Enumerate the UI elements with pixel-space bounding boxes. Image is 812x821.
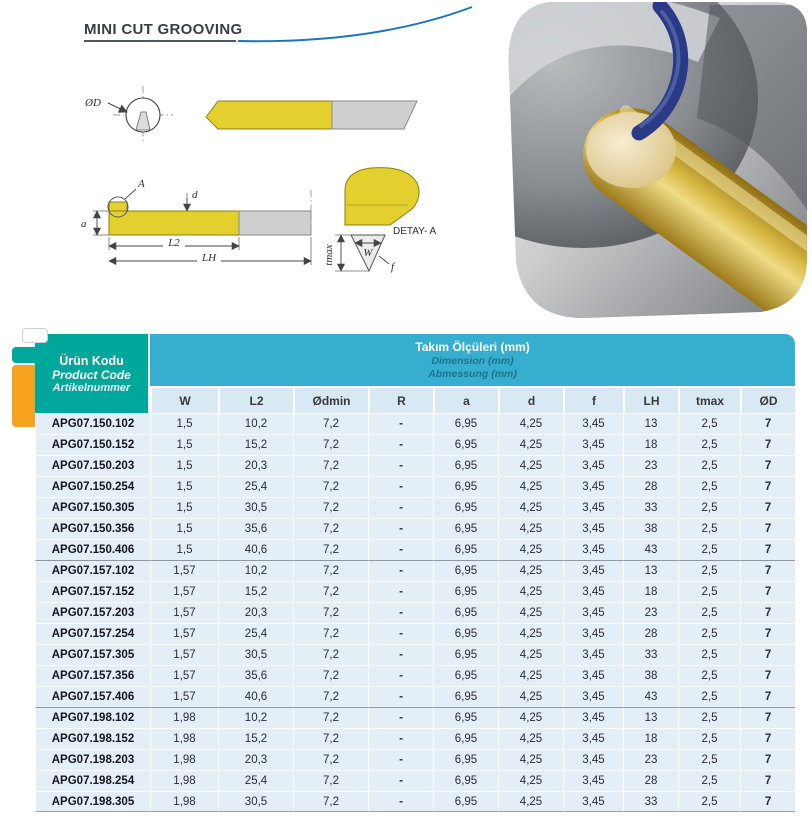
cell-tmax: 2,5 <box>678 686 740 707</box>
cell-a: 6,95 <box>433 455 498 476</box>
side-view-dimensioned <box>81 178 311 265</box>
cell-l2: 20,3 <box>218 602 293 623</box>
cell-w: 1,98 <box>150 791 218 812</box>
cell-d: 7 <box>740 581 795 602</box>
cell-l2: 30,5 <box>218 791 293 812</box>
cell-tmax: 2,5 <box>678 749 740 770</box>
cell-tmax: 2,5 <box>678 707 740 728</box>
cell-lh: 23 <box>623 749 678 770</box>
cell-a: 6,95 <box>433 749 498 770</box>
table-row <box>35 791 795 812</box>
cell-r: - <box>368 728 433 749</box>
cell-d: 7 <box>740 539 795 560</box>
cell-d: 4,25 <box>498 539 563 560</box>
cell-a: 6,95 <box>433 791 498 812</box>
product-code-cell: APG07.150.254 <box>35 476 150 497</box>
product-code-cell: APG07.150.152 <box>35 434 150 455</box>
tool-3d-render <box>455 0 812 330</box>
code-header-de: Artikelnummer <box>52 381 131 394</box>
column-header-d: ØD <box>740 386 795 413</box>
cell-tmax: 2,5 <box>678 791 740 812</box>
cell-dmin: 7,2 <box>293 581 368 602</box>
cell-r: - <box>368 665 433 686</box>
detail-view-a <box>323 168 436 273</box>
cell-l2: 30,5 <box>218 497 293 518</box>
dimension-table-wrap <box>35 334 795 812</box>
cell-dmin: 7,2 <box>293 434 368 455</box>
table-row <box>35 518 795 539</box>
cell-w: 1,98 <box>150 707 218 728</box>
side-view-top <box>206 101 417 129</box>
cell-lh: 33 <box>623 644 678 665</box>
cell-lh: 18 <box>623 581 678 602</box>
cell-f: 3,45 <box>563 602 623 623</box>
cell-r: - <box>368 644 433 665</box>
cell-tmax: 2,5 <box>678 434 740 455</box>
cell-lh: 13 <box>623 560 678 581</box>
cell-d: 7 <box>740 476 795 497</box>
product-code-cell: APG07.150.203 <box>35 455 150 476</box>
cell-r: - <box>368 539 433 560</box>
dim-w-label: W <box>363 247 373 259</box>
column-header-r: R <box>368 386 433 413</box>
cell-f: 3,45 <box>563 497 623 518</box>
cell-w: 1,5 <box>150 539 218 560</box>
product-code-cell: APG07.198.254 <box>35 770 150 791</box>
cell-w: 1,57 <box>150 602 218 623</box>
cell-l2: 10,2 <box>218 707 293 728</box>
cell-w: 1,57 <box>150 665 218 686</box>
code-header-en: Product Code <box>52 367 131 382</box>
cell-r: - <box>368 476 433 497</box>
dim-tmax-label: tmax <box>323 244 335 266</box>
cell-f: 3,45 <box>563 413 623 434</box>
cell-dmin: 7,2 <box>293 770 368 791</box>
cell-w: 1,5 <box>150 518 218 539</box>
cell-d: 7 <box>740 644 795 665</box>
cell-a: 6,95 <box>433 623 498 644</box>
cell-lh: 28 <box>623 770 678 791</box>
cell-l2: 25,4 <box>218 623 293 644</box>
cell-d: 4,25 <box>498 686 563 707</box>
cell-a: 6,95 <box>433 518 498 539</box>
cell-f: 3,45 <box>563 476 623 497</box>
table-row <box>35 602 795 623</box>
cell-f: 3,45 <box>563 728 623 749</box>
dim-l2-label: L2 <box>168 237 180 249</box>
cell-r: - <box>368 707 433 728</box>
cell-d: 4,25 <box>498 434 563 455</box>
cell-tmax: 2,5 <box>678 602 740 623</box>
cell-w: 1,5 <box>150 476 218 497</box>
cell-lh: 33 <box>623 497 678 518</box>
cell-d: 4,25 <box>498 602 563 623</box>
column-header-dmin: Ødmin <box>293 386 368 413</box>
cell-l2: 40,6 <box>218 539 293 560</box>
cell-d: 7 <box>740 728 795 749</box>
cell-l2: 30,5 <box>218 644 293 665</box>
cell-f: 3,45 <box>563 581 623 602</box>
cell-r: - <box>368 686 433 707</box>
cell-tmax: 2,5 <box>678 581 740 602</box>
cell-d: 4,25 <box>498 728 563 749</box>
column-header-tmax: tmax <box>678 386 740 413</box>
cell-a: 6,95 <box>433 728 498 749</box>
cell-tmax: 2,5 <box>678 644 740 665</box>
table-body <box>35 413 795 812</box>
dim-header-en: Dimension (mm) <box>431 354 514 367</box>
cell-w: 1,98 <box>150 770 218 791</box>
dim-header-tr: Takım Ölçüleri (mm) <box>415 339 530 354</box>
table-row <box>35 581 795 602</box>
cell-a: 6,95 <box>433 560 498 581</box>
product-code-cell: APG07.157.406 <box>35 686 150 707</box>
cell-lh: 43 <box>623 539 678 560</box>
cell-d: 4,25 <box>498 791 563 812</box>
cell-d: 4,25 <box>498 623 563 644</box>
table-row <box>35 728 795 749</box>
cell-f: 3,45 <box>563 644 623 665</box>
cell-w: 1,5 <box>150 413 218 434</box>
cell-tmax: 2,5 <box>678 623 740 644</box>
detail-view-label: DETAY- A <box>393 226 437 237</box>
cell-dmin: 7,2 <box>293 623 368 644</box>
cell-dmin: 7,2 <box>293 707 368 728</box>
cell-d: 4,25 <box>498 707 563 728</box>
cell-w: 1,57 <box>150 623 218 644</box>
index-tab-orange <box>12 365 36 427</box>
cell-r: - <box>368 434 433 455</box>
cell-w: 1,98 <box>150 728 218 749</box>
cell-lh: 18 <box>623 728 678 749</box>
cell-d: 7 <box>740 602 795 623</box>
cell-f: 3,45 <box>563 707 623 728</box>
cell-dmin: 7,2 <box>293 518 368 539</box>
cell-a: 6,95 <box>433 581 498 602</box>
cell-a: 6,95 <box>433 497 498 518</box>
dimension-table <box>35 334 795 812</box>
cell-l2: 25,4 <box>218 770 293 791</box>
cell-f: 3,45 <box>563 434 623 455</box>
cell-w: 1,5 <box>150 497 218 518</box>
code-header-tr: Ürün Kodu <box>59 353 124 368</box>
cell-w: 1,98 <box>150 749 218 770</box>
cell-f: 3,45 <box>563 560 623 581</box>
cell-w: 1,57 <box>150 644 218 665</box>
cell-tmax: 2,5 <box>678 770 740 791</box>
cell-l2: 40,6 <box>218 686 293 707</box>
front-view <box>84 86 173 144</box>
cell-d: 4,25 <box>498 749 563 770</box>
cell-f: 3,45 <box>563 623 623 644</box>
cell-d: 7 <box>740 686 795 707</box>
cell-r: - <box>368 560 433 581</box>
cell-lh: 38 <box>623 518 678 539</box>
cell-l2: 15,2 <box>218 728 293 749</box>
product-code-header <box>35 334 150 413</box>
cell-f: 3,45 <box>563 791 623 812</box>
product-code-cell: APG07.150.102 <box>35 413 150 434</box>
cell-d: 4,25 <box>498 560 563 581</box>
cell-a: 6,95 <box>433 644 498 665</box>
table-row <box>35 455 795 476</box>
cell-tmax: 2,5 <box>678 560 740 581</box>
cell-w: 1,5 <box>150 455 218 476</box>
cell-f: 3,45 <box>563 539 623 560</box>
table-row <box>35 539 795 560</box>
table-row <box>35 707 795 728</box>
column-header-lh: LH <box>623 386 678 413</box>
cell-lh: 43 <box>623 686 678 707</box>
cell-w: 1,57 <box>150 686 218 707</box>
table-row <box>35 497 795 518</box>
cell-l2: 10,2 <box>218 413 293 434</box>
cell-l2: 35,6 <box>218 518 293 539</box>
cell-l2: 20,3 <box>218 455 293 476</box>
cell-a: 6,95 <box>433 476 498 497</box>
product-code-cell: APG07.157.203 <box>35 602 150 623</box>
dim-lh-label: LH <box>201 252 217 264</box>
cell-lh: 13 <box>623 707 678 728</box>
index-tab-white <box>22 328 48 343</box>
cell-d: 7 <box>740 497 795 518</box>
cell-f: 3,45 <box>563 749 623 770</box>
cell-d: 4,25 <box>498 476 563 497</box>
column-header-f: f <box>563 386 623 413</box>
cell-dmin: 7,2 <box>293 791 368 812</box>
cell-tmax: 2,5 <box>678 476 740 497</box>
cell-a: 6,95 <box>433 770 498 791</box>
cell-r: - <box>368 413 433 434</box>
cell-d: 7 <box>740 707 795 728</box>
cell-d: 4,25 <box>498 497 563 518</box>
cell-f: 3,45 <box>563 665 623 686</box>
cell-d: 7 <box>740 455 795 476</box>
column-header-l2: L2 <box>218 386 293 413</box>
cell-d: 7 <box>740 518 795 539</box>
cell-r: - <box>368 749 433 770</box>
cell-l2: 35,6 <box>218 665 293 686</box>
cell-r: - <box>368 455 433 476</box>
column-header-a: a <box>433 386 498 413</box>
cell-r: - <box>368 623 433 644</box>
cell-lh: 13 <box>623 413 678 434</box>
cell-r: - <box>368 602 433 623</box>
cell-a: 6,95 <box>433 539 498 560</box>
cell-d: 4,25 <box>498 455 563 476</box>
cell-tmax: 2,5 <box>678 728 740 749</box>
cell-dmin: 7,2 <box>293 497 368 518</box>
cell-dmin: 7,2 <box>293 413 368 434</box>
table-row <box>35 434 795 455</box>
cell-dmin: 7,2 <box>293 602 368 623</box>
product-code-cell: APG07.150.406 <box>35 539 150 560</box>
cell-f: 3,45 <box>563 518 623 539</box>
cell-tmax: 2,5 <box>678 455 740 476</box>
cell-dmin: 7,2 <box>293 560 368 581</box>
cell-d: 4,25 <box>498 665 563 686</box>
product-code-cell: APG07.198.305 <box>35 791 150 812</box>
cell-d: 7 <box>740 434 795 455</box>
product-code-cell: APG07.157.254 <box>35 623 150 644</box>
table-row <box>35 560 795 581</box>
product-code-cell: APG07.157.152 <box>35 581 150 602</box>
cell-lh: 28 <box>623 476 678 497</box>
cell-d: 4,25 <box>498 413 563 434</box>
table-row <box>35 623 795 644</box>
product-code-cell: APG07.150.305 <box>35 497 150 518</box>
cell-d: 4,25 <box>498 581 563 602</box>
cell-lh: 23 <box>623 455 678 476</box>
cell-a: 6,95 <box>433 665 498 686</box>
cell-dmin: 7,2 <box>293 455 368 476</box>
cell-d: 4,25 <box>498 518 563 539</box>
cell-r: - <box>368 518 433 539</box>
product-code-cell: APG07.198.102 <box>35 707 150 728</box>
product-code-cell: APG07.150.356 <box>35 518 150 539</box>
dim-header-de: Abmessung (mm) <box>428 367 517 380</box>
column-header-w: W <box>150 386 218 413</box>
cell-dmin: 7,2 <box>293 728 368 749</box>
table-row <box>35 686 795 707</box>
table-row <box>35 476 795 497</box>
cell-a: 6,95 <box>433 707 498 728</box>
cell-lh: 33 <box>623 791 678 812</box>
cell-dmin: 7,2 <box>293 644 368 665</box>
column-header-row <box>35 386 795 413</box>
table-row <box>35 665 795 686</box>
cell-l2: 10,2 <box>218 560 293 581</box>
cell-d: 4,25 <box>498 770 563 791</box>
dimensions-header <box>150 334 795 386</box>
cell-dmin: 7,2 <box>293 749 368 770</box>
cell-l2: 25,4 <box>218 476 293 497</box>
cell-a: 6,95 <box>433 413 498 434</box>
od-label: ØD <box>85 97 101 109</box>
cell-lh: 38 <box>623 665 678 686</box>
cell-l2: 20,3 <box>218 749 293 770</box>
cell-r: - <box>368 497 433 518</box>
cell-a: 6,95 <box>433 434 498 455</box>
cell-r: - <box>368 770 433 791</box>
cell-d: 7 <box>740 560 795 581</box>
product-code-cell: APG07.157.305 <box>35 644 150 665</box>
cell-lh: 28 <box>623 623 678 644</box>
column-header-d: d <box>498 386 563 413</box>
cell-dmin: 7,2 <box>293 539 368 560</box>
product-code-cell: APG07.157.356 <box>35 665 150 686</box>
cell-l2: 15,2 <box>218 434 293 455</box>
table-row <box>35 644 795 665</box>
cell-d: 7 <box>740 791 795 812</box>
table-row <box>35 749 795 770</box>
cell-d: 7 <box>740 749 795 770</box>
table-row <box>35 413 795 434</box>
cell-d: 7 <box>740 665 795 686</box>
title-underline <box>84 40 236 42</box>
cell-f: 3,45 <box>563 686 623 707</box>
cell-r: - <box>368 791 433 812</box>
cell-r: - <box>368 581 433 602</box>
table-row <box>35 770 795 791</box>
cell-d: 7 <box>740 413 795 434</box>
product-code-cell: APG07.157.102 <box>35 560 150 581</box>
dim-d-label: d <box>192 189 198 201</box>
cell-tmax: 2,5 <box>678 413 740 434</box>
cell-tmax: 2,5 <box>678 518 740 539</box>
cell-f: 3,45 <box>563 770 623 791</box>
cell-d: 7 <box>740 770 795 791</box>
cell-f: 3,45 <box>563 455 623 476</box>
page-title: MINI CUT GROOVING <box>84 21 243 38</box>
dim-a-label: a <box>81 218 87 230</box>
cell-dmin: 7,2 <box>293 686 368 707</box>
detail-a-marker: A <box>138 178 145 190</box>
cell-w: 1,57 <box>150 560 218 581</box>
cell-lh: 23 <box>623 602 678 623</box>
cell-dmin: 7,2 <box>293 476 368 497</box>
cell-d: 7 <box>740 623 795 644</box>
cell-tmax: 2,5 <box>678 539 740 560</box>
dim-f-label: f <box>391 261 395 273</box>
cell-lh: 18 <box>623 434 678 455</box>
product-code-cell: APG07.198.152 <box>35 728 150 749</box>
cell-dmin: 7,2 <box>293 665 368 686</box>
cell-w: 1,5 <box>150 434 218 455</box>
cell-a: 6,95 <box>433 602 498 623</box>
cell-d: 4,25 <box>498 644 563 665</box>
cell-tmax: 2,5 <box>678 665 740 686</box>
cell-w: 1,57 <box>150 581 218 602</box>
index-tab-teal <box>12 347 36 363</box>
technical-drawings <box>35 70 465 335</box>
product-code-cell: APG07.198.203 <box>35 749 150 770</box>
cell-a: 6,95 <box>433 686 498 707</box>
cell-l2: 15,2 <box>218 581 293 602</box>
cell-tmax: 2,5 <box>678 497 740 518</box>
